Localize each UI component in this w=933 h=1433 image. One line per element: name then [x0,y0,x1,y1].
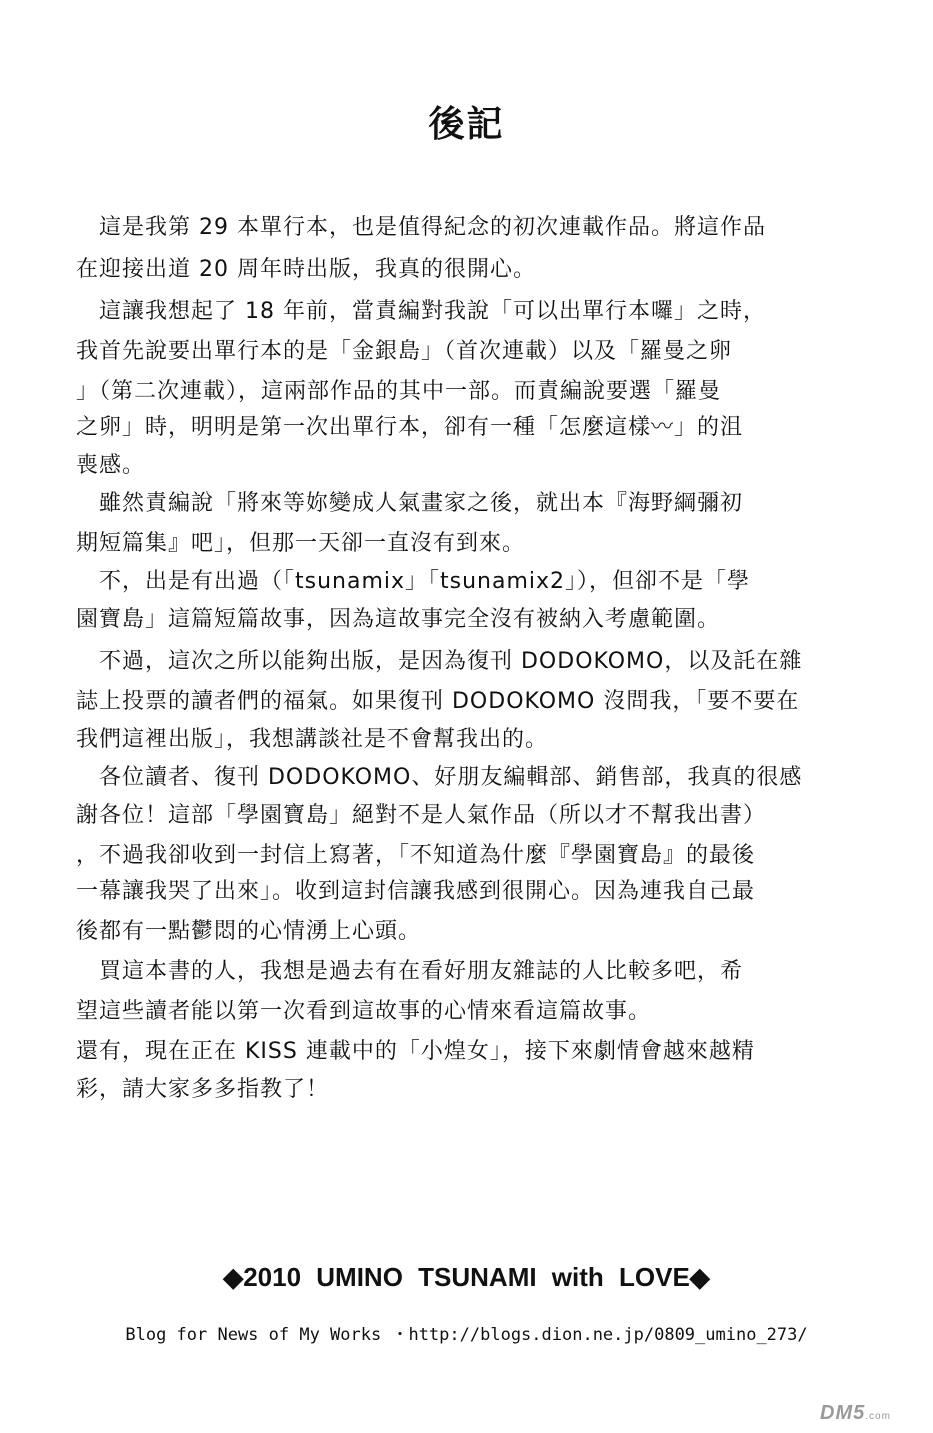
text-line: 這讓我想起了 18 年前，當責編對我說「可以出單行本囉」之時， [76,299,766,324]
text-line: 園寶島」這篇短篇故事，因為這故事完全沒有被納入考慮範圍。 [76,607,721,632]
text-line: 這是我第 29 本單行本，也是值得紀念的初次連載作品。將這作品 [76,215,766,240]
text-line: 買這本書的人，我想是過去有在看好朋友雜誌的人比較多吧，希 [76,959,744,984]
text-line: 之卵」時，明明是第一次出單行本，卻有一種「怎麼這樣〰」的沮 [76,415,744,440]
text-line: 一幕讓我哭了出來」。收到這封信讓我感到很開心。因為連我自己最 [76,879,756,904]
text-line: 我首先說要出單行本的是「金銀島」（首次連載）以及「羅曼之卵 [76,339,733,364]
watermark-suffix: .com [865,1411,891,1422]
text-line: 望這些讀者能以第一次看到這故事的心情來看這篇故事。 [76,999,652,1024]
text-line: 不過，這次之所以能夠出版，是因為復刊 DODOKOMO，以及託在雜 [76,649,803,674]
site-watermark [820,1402,891,1425]
text-line: 謝各位！這部「學園寶島」絕對不是人氣作品（所以才不幫我出書） [76,803,767,828]
text-line: 還有，現在正在 KISS 連載中的「小煌女」，接下來劇情會越來越精 [76,1039,755,1064]
text-line: 後都有一點鬱悶的心情湧上心頭。 [76,919,422,944]
text-line: 雖然責編說「將來等妳變成人氣畫家之後，就出本『海野綱彌初 [76,491,744,516]
blog-link[interactable]: Blog for News of My Works ・http://blogs.dion.ne.jp/0809_umino_273/ [125,1325,808,1345]
text-line: 在迎接出道 20 周年時出版，我真的很開心。 [76,257,536,282]
text-line: 不，出是有出過（「tsunamix」「tsunamix2」），但卻不是「學 [76,569,751,594]
text-line: 誌上投票的讀者們的福氣。如果復刊 DODOKOMO 沒問我，「要不要在 [76,689,800,714]
text-line: 各位讀者、復刊 DODOKOMO、好朋友編輯部、銷售部，我真的很感 [76,765,803,790]
author-signature: ◆2010 UMINO TSUNAMI with LOVE◆ [223,1262,710,1292]
text-line: 喪感。 [76,453,146,478]
page-title: 後記 [428,104,505,145]
text-line: 期短篇集』吧」，但那一天卻一直沒有到來。 [76,531,526,556]
text-line: 彩，請大家多多指教了！ [76,1077,330,1102]
watermark-brand: DM5 [820,1402,866,1424]
text-line: ，不過我卻收到一封信上寫著，「不知道為什麼『學園寶島』的最後 [76,843,756,868]
text-line: 」（第二次連載），這兩部作品的其中一部。而責編說要選「羅曼 [76,379,722,404]
text-line: 我們這裡出版」，我想講談社是不會幫我出的。 [76,727,549,752]
